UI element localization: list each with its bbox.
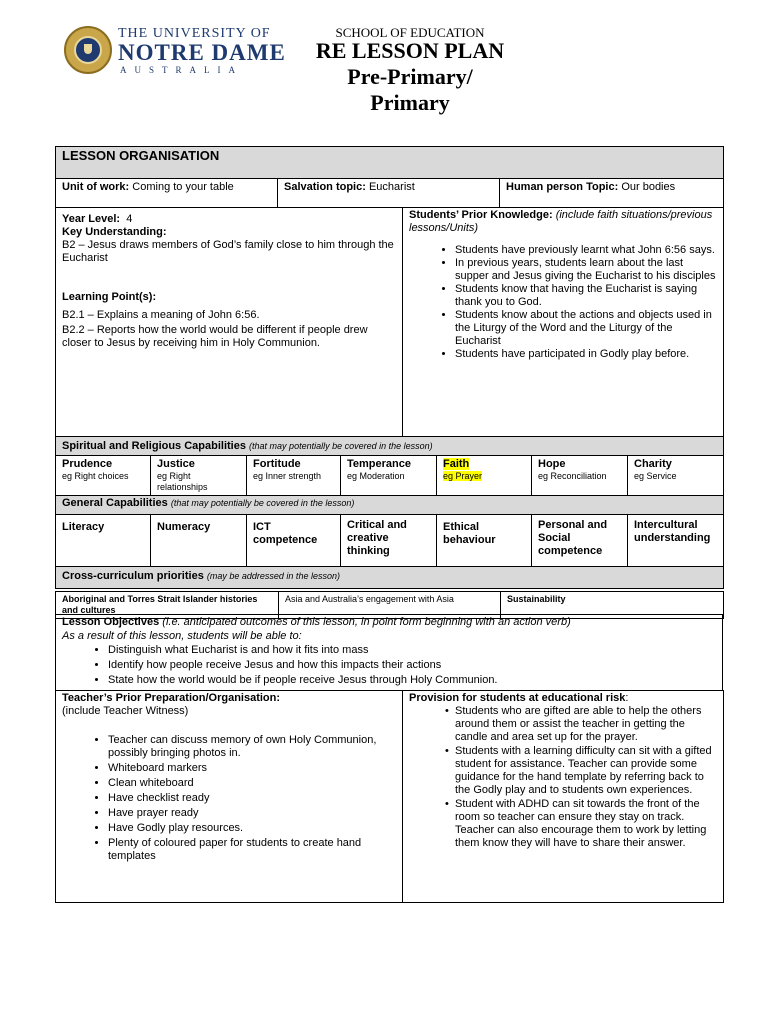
university-name-line3: AUSTRALIA xyxy=(120,65,243,75)
year-and-understanding-cell: Year Level: 4 Key Understanding: B2 – Jesus draws members of God’s family close to him through the Eucharist Learning Point(s): B2.1 – Explains a meaning of John 6:56. B2.2 – Reports how the world would be different if people drew closer to Jesus by receiving him in Holy Communion. xyxy=(56,208,403,437)
list-item: • Students with a learning difficulty can sit with a gifted student for assistance. Teacher can provide some guidance for the hand template by referring back to the Godly play and to students own experiences. xyxy=(455,745,717,797)
capability-charity: Charity eg Service xyxy=(628,456,724,496)
capability-fortitude: Fortitude eg Inner strength xyxy=(247,456,341,496)
lesson-objectives-cell: Lesson Objectives (i.e. anticipated outcomes of this lesson, in point form beginning with an action verb) As a result of this lesson, students will be able to: • Distinguish what Eucharist is and how it fits into mass • Identify how people receive Jesus and how this impacts their actions • State how the world would be if people receive Jesus through Holy Communion. xyxy=(56,615,723,691)
list-item: • Students who are gifted are able to help the others around them or assist the teacher in getting the candle and area set up for the prayer. xyxy=(455,705,717,744)
school-name: SCHOOL OF EDUCATION xyxy=(335,25,485,40)
list-item: • Teacher can discuss memory of own Holy Communion, possibly bringing photos in. xyxy=(108,734,396,760)
prior-knowledge-list xyxy=(409,244,717,361)
human-person-topic-cell: Human person Topic: Our bodies xyxy=(500,179,724,208)
capability-hope: Hope eg Reconciliation xyxy=(532,456,628,496)
key-understanding-text: B2 – Jesus draws members of God’s family close to him through the Eucharist xyxy=(62,239,394,264)
list-item: • Students have participated in Godly play before. xyxy=(455,348,717,361)
list-item: • Distinguish what Eucharist is and how it fits into mass xyxy=(108,644,716,657)
list-item: • Students have previously learnt what John 6:56 says. xyxy=(455,244,717,257)
list-item: • In previous years, students learn about the last supper and Jesus giving the Eucharist to his disciples xyxy=(455,257,717,283)
capabilities-table xyxy=(55,436,724,589)
list-item: • Plenty of coloured paper for students to create hand templates xyxy=(108,837,396,863)
teacher-preparation-cell: Teacher’s Prior Preparation/Organisation: (include Teacher Witness) • Teacher can discuss memory of own Holy Communion, possibly bringing photos in. • Whiteboard markers • Clean whiteboard • Have checklist ready • Have prayer ready • Have Godly play resources. • Plenty of coloured paper for students to create hand templates xyxy=(56,691,403,903)
priority-asia: Asia and Australia’s engagement with Asia xyxy=(279,592,501,619)
lesson-organisation-table xyxy=(55,146,724,208)
general-capability-literacy: Literacy xyxy=(56,515,151,567)
lesson-organisation-heading: LESSON ORGANISATION xyxy=(56,147,724,179)
university-logo xyxy=(64,26,286,76)
provision-list xyxy=(409,705,717,850)
list-item: • Whiteboard markers xyxy=(108,762,396,775)
general-capabilities-heading: General Capabilities (that may potentially be covered in the lesson) xyxy=(56,496,724,515)
provision-at-risk-cell: Provision for students at educational risk: • Students who are gifted are able to help the others around them or assist the teacher in getting the candle and area set up for the prayer. • Students with a learning difficulty can sit with a gifted student for assistance. Teacher can provide some guidance for the hand template by referring back to the Godly play and to students own experiences. • Student with ADHD can sit towards the front of the room so teacher can ensure they stay on track. Teacher can also encourage them to work by letting them know they will have to share their answer. xyxy=(403,691,724,903)
capability-prudence: Prudence eg Right choices xyxy=(56,456,151,496)
general-capability-numeracy: Numeracy xyxy=(151,515,247,567)
list-item: • Students know that having the Eucharist is saying thank you to God. xyxy=(455,283,717,309)
priority-aboriginal: Aboriginal and Torres Strait Islander histories and cultures xyxy=(56,592,279,619)
capability-justice: Justice eg Right relationships xyxy=(151,456,247,496)
objectives-list xyxy=(62,644,716,687)
university-seal-icon xyxy=(64,26,112,74)
general-capability-personal-social: Personal and Social competence xyxy=(532,515,628,567)
list-item: • Identify how people receive Jesus and how this impacts their actions xyxy=(108,659,716,672)
general-capability-ict: ICT competence xyxy=(247,515,341,567)
unit-of-work-cell: Unit of work: Coming to your table xyxy=(56,179,278,208)
lesson-details-table xyxy=(55,207,724,437)
preparation-table xyxy=(55,690,724,903)
general-capability-intercultural: Intercultural understanding xyxy=(628,515,724,567)
document-title: RE LESSON PLAN Pre-Primary/ Primary xyxy=(315,38,505,115)
university-name-line1: THE UNIVERSITY OF xyxy=(118,26,271,41)
learning-point-1: B2.1 – Explains a meaning of John 6:56. xyxy=(62,309,260,321)
university-name-line2: NOTRE DAME xyxy=(118,40,286,65)
spiritual-capabilities-heading: Spiritual and Religious Capabilities (that may potentially be covered in the lesson) xyxy=(56,437,724,456)
general-capability-critical-thinking: Critical and creative thinking xyxy=(341,515,437,567)
list-item: • Have Godly play resources. xyxy=(108,822,396,835)
learning-point-2: B2.2 – Reports how the world would be different if people drew closer to Jesus by receiving him in Holy Communion. xyxy=(62,324,368,349)
capability-temperance: Temperance eg Moderation xyxy=(341,456,437,496)
list-item: • Student with ADHD can sit towards the front of the room so teacher can ensure they stay on track. Teacher can also encourage them to work by letting them know they will have to share their answer. xyxy=(455,798,717,850)
priority-sustainability: Sustainability xyxy=(501,592,724,619)
prior-knowledge-cell: Students’ Prior Knowledge: (include faith situations/previous lessons/Units) • Students have previously learnt what John 6:56 says. • In previous years, students learn about the last supper and Jesus giving the Eucharist to his disciples • Students know that having the Eucharist is saying thank you to God. • Students know about the actions and objects used in the Liturgy of the Word and the Liturgy of the Eucharist • Students have participated in Godly play before. xyxy=(403,208,724,437)
preparation-list xyxy=(62,734,396,863)
list-item: • Students know about the actions and objects used in the Liturgy of the Word and the Liturgy of the Eucharist xyxy=(455,309,717,348)
lesson-objectives-table xyxy=(55,614,723,691)
list-item: • Have prayer ready xyxy=(108,807,396,820)
cross-curriculum-heading: Cross-curriculum priorities (may be addressed in the lesson) xyxy=(56,567,724,589)
capability-faith: Faith eg Prayer xyxy=(437,456,532,496)
salvation-topic-cell: Salvation topic: Eucharist xyxy=(278,179,500,208)
list-item: • Have checklist ready xyxy=(108,792,396,805)
list-item: • State how the world would be if people receive Jesus through Holy Communion. xyxy=(108,674,716,687)
list-item: • Clean whiteboard xyxy=(108,777,396,790)
general-capability-ethical: Ethical behaviour xyxy=(437,515,532,567)
